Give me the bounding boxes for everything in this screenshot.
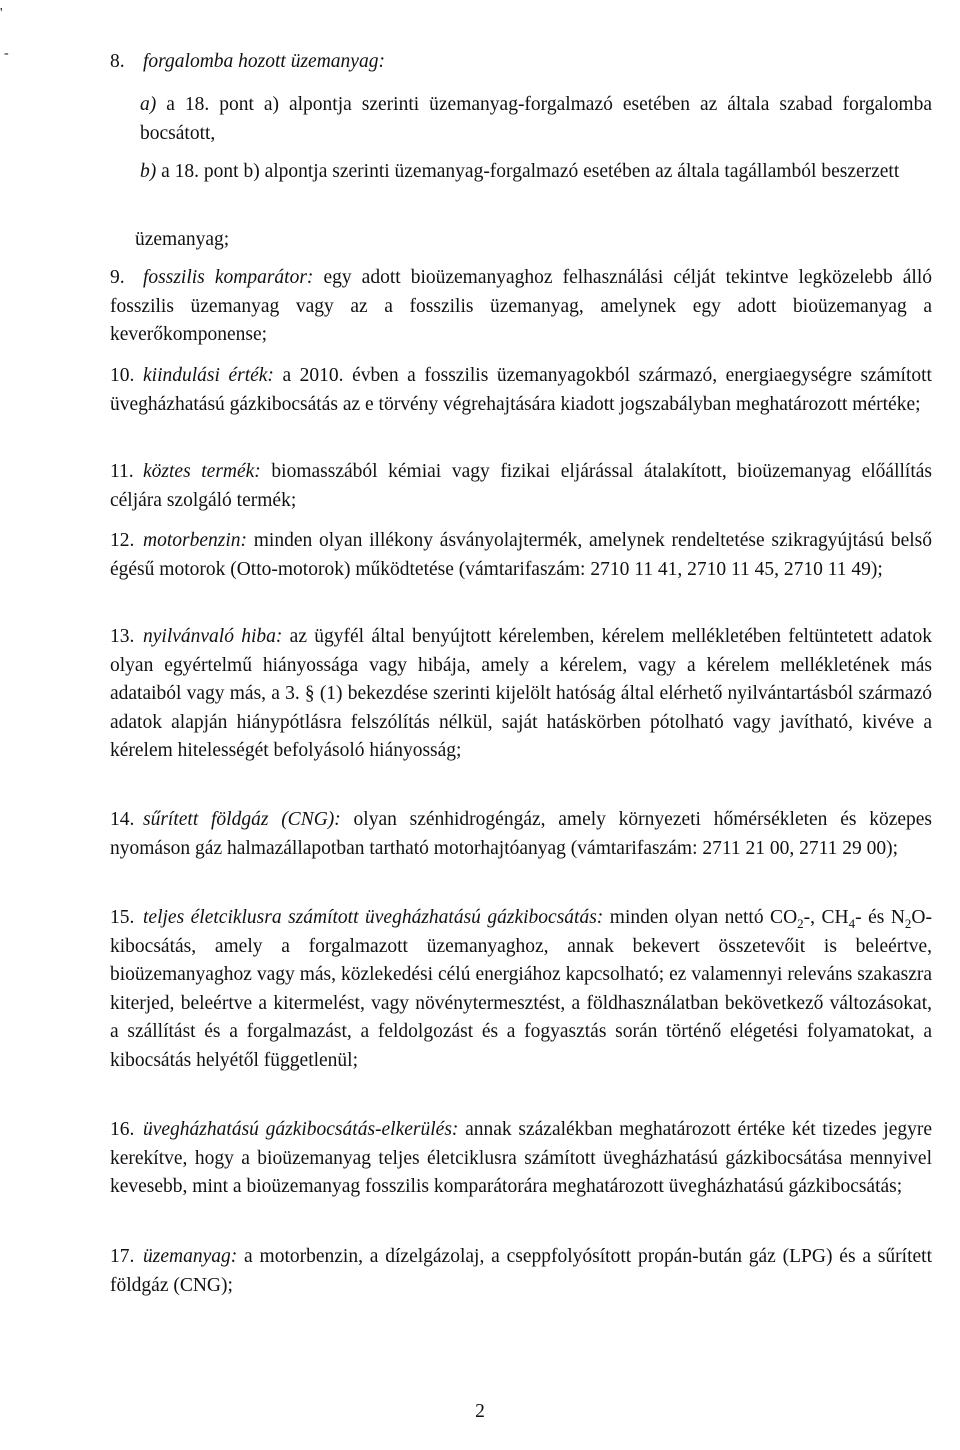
item-text-part: - és N [855, 907, 905, 928]
closing-text: üzemanyag; [135, 229, 230, 250]
item-number: 13. [110, 626, 135, 647]
item-text: az ügyfél által benyújtott kérelemben, kérelem mellékletében feltüntetett adatok olyan egyértelmű hiányossága vagy hibája, amely a kérelem, vagy a kérelem mellékletének más adataiból vagy más, a 3. § (1) bekezdése szerinti kijelölt hatóság által elérhető nyilvántartásból származó adatok alapján hiánypótlásra felszólítás nélkül, saját hatáskörben pótolható vagy javítható, kivéve a kérelem hitelességét befolyásoló hiányosság; [110, 626, 932, 761]
definition-item-10 [110, 362, 932, 419]
item-text-part: -, CH [803, 907, 849, 928]
definition-item-12 [110, 527, 932, 584]
item-text: egy adott bioüzemanyaghoz felhasználási célját tekintve legközelebb álló fosszilis üzemanyag vagy az a fosszilis üzemanyag, amelynek egy adott bioüzemanyag a keverőkomponense; [110, 267, 932, 345]
item-number: 15. [110, 907, 135, 928]
item-text: annak százalékban meghatározott értéke két tizedes jegyre kerekítve, hogy a bioüzemanyag teljes életciklusra számított üvegházhatású gázkibocsátása mennyivel kevesebb, mint a bioüzemanyag fosszilis komparátorára meghatározott üvegházhatású gázkibocsátás; [110, 1119, 933, 1197]
item-text-part: O-kibocsátás, amely a forgalmazott üzemanyaghoz, annak bekevert összetevőit is beleértve, bioüzemanyaghoz vagy más, közlekedési célú energiához kapcsolható; ez valamennyi releváns szakaszra kiterjed, beleértve a kitermelést, vagy növénytermesztést, a földhasználatban bekövetkező változásokat, a szállítást és a forgalmazást, a feldolgozást és a fogyasztás során történő elégetési folyamatokat, a kibocsátás helyétől függetlenül; [110, 907, 932, 1071]
item-number: 12. [110, 530, 135, 551]
definition-item-13 [110, 623, 932, 766]
subitem-text: a 18. pont a) alpontja szerinti üzemanyag-forgalmazó esetében az általa szabad forgalomba bocsátott, [140, 94, 932, 144]
subscript: 2 [904, 915, 912, 931]
subitem-label: b) [140, 161, 157, 182]
subitem-label: a) [140, 94, 157, 115]
definition-item-15 [110, 904, 932, 1075]
definition-subitem-8a [140, 91, 932, 148]
item-number: 16. [110, 1119, 135, 1140]
page-number: 2 [475, 1401, 485, 1422]
item-term: motorbenzin: [143, 530, 247, 551]
item-term: üzemanyag: [143, 1246, 238, 1267]
subscript: 2 [797, 915, 804, 931]
item-text: a 2010. évben a fosszilis üzemanyagokból származó, energiaegységre számított üvegházhatású gázkibocsátás az e törvény végrehajtására kiadott jogszabályban meghatározott mértéke; [110, 365, 932, 415]
item-term: üvegházhatású gázkibocsátás-elkerülés: [143, 1119, 459, 1140]
item-term: kiindulási érték: [143, 365, 274, 386]
definition-8-closing [135, 226, 927, 255]
definition-subitem-8b [140, 158, 932, 187]
subitem-text: a 18. pont b) alpontja szerinti üzemanyag-forgalmazó esetében az általa tagállamból beszerzett [156, 161, 900, 182]
item-number: 11. [110, 461, 134, 482]
item-number: 8. [110, 51, 125, 72]
scan-mark-top: ' [0, 6, 3, 21]
item-term: sűrített földgáz (CNG): [143, 809, 341, 830]
definition-item-8 [110, 48, 932, 77]
item-number: 17. [110, 1246, 135, 1267]
definition-item-9 [110, 264, 932, 350]
scan-mark-left: - [4, 46, 9, 61]
item-number: 14. [110, 809, 135, 830]
definition-item-17 [110, 1243, 932, 1300]
item-term: teljes életciklusra számított üvegházhatású gázkibocsátás: [143, 907, 604, 928]
item-term: forgalomba hozott üzemanyag: [143, 51, 385, 72]
item-term: köztes termék: [143, 461, 261, 482]
item-text: a motorbenzin, a dízelgázolaj, a cseppfolyósított propán-bután gáz (LPG) és a sűrített földgáz (CNG); [110, 1246, 932, 1296]
subscript: 4 [848, 915, 856, 931]
item-number: 10. [110, 365, 135, 386]
item-term: nyilvánvaló hiba: [143, 626, 283, 647]
item-text: olyan szénhidrogéngáz, amely környezeti hőmérsékleten és közepes nyomáson gáz halmazállapotban tartható motorhajtóanyag (vámtarifaszám: 2711 21 00, 2711 29 00); [110, 809, 932, 859]
item-text: biomasszából kémiai vagy fizikai eljárással átalakított, bioüzemanyag előállítás céljára szolgáló termék; [110, 461, 932, 511]
item-term: fosszilis komparátor: [143, 267, 314, 288]
item-number: 9. [110, 267, 125, 288]
definition-item-14 [110, 806, 932, 863]
definition-item-16 [110, 1116, 932, 1202]
definition-item-11 [110, 458, 932, 515]
item-text-part: minden olyan nettó CO [603, 907, 798, 928]
item-text: minden olyan illékony ásványolajtermék, amelynek rendeltetése szikragyújtású belső égésű motorok (Otto-motorok) működtetése (vámtarifaszám: 2710 11 41, 2710 11 45, 2710 11 49); [110, 530, 932, 580]
